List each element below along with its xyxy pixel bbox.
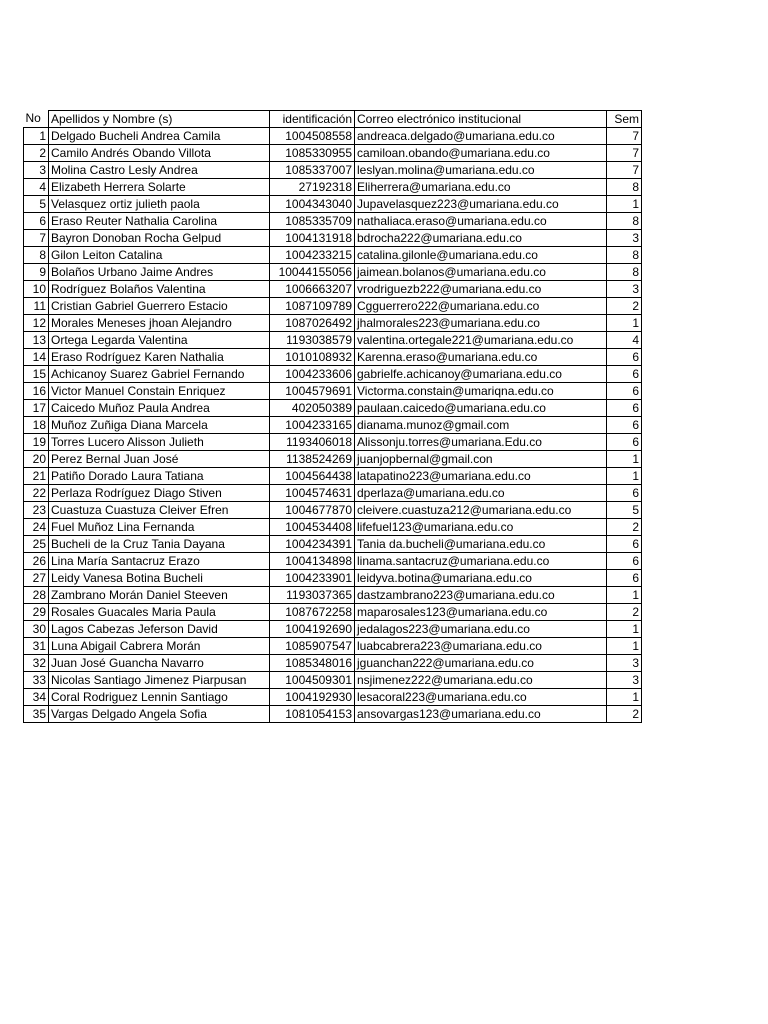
cell-email: Eliherrera@umariana.edu.co [355, 179, 607, 196]
cell-sem: 1 [607, 468, 642, 485]
student-list-sheet [23, 110, 642, 723]
cell-sem: 6 [607, 553, 642, 570]
cell-id: 1004233606 [270, 366, 355, 383]
cell-sem: 6 [607, 349, 642, 366]
cell-id: 1004234391 [270, 536, 355, 553]
cell-name: Muñoz Zuñiga Diana Marcela [49, 417, 270, 434]
cell-name: Eraso Rodríguez Karen Nathalia [49, 349, 270, 366]
cell-sem: 8 [607, 179, 642, 196]
cell-no: 10 [24, 281, 49, 298]
cell-email: bdrocha222@umariana.edu.co [355, 230, 607, 247]
cell-no: 4 [24, 179, 49, 196]
table-body [24, 128, 642, 723]
cell-name: Molina Castro Lesly Andrea [49, 162, 270, 179]
cell-sem: 1 [607, 689, 642, 706]
cell-id: 1004509301 [270, 672, 355, 689]
cell-no: 27 [24, 570, 49, 587]
cell-id: 1004134898 [270, 553, 355, 570]
table-row [24, 383, 642, 400]
cell-id: 1004233165 [270, 417, 355, 434]
cell-email: luabcabrera223@umariana.edu.co [355, 638, 607, 655]
cell-no: 11 [24, 298, 49, 315]
cell-sem: 1 [607, 315, 642, 332]
cell-email: gabrielfe.achicanoy@umariana.edu.co [355, 366, 607, 383]
cell-no: 34 [24, 689, 49, 706]
student-table [23, 110, 642, 723]
cell-email: jhalmorales223@umariana.edu.co [355, 315, 607, 332]
table-row [24, 451, 642, 468]
table-row [24, 349, 642, 366]
cell-email: juanjopbernal@gmail.con [355, 451, 607, 468]
cell-sem: 3 [607, 230, 642, 247]
cell-name: Cuastuza Cuastuza Cleiver Efren [49, 502, 270, 519]
cell-name: Lagos Cabezas Jeferson David [49, 621, 270, 638]
cell-name: Rosales Guacales Maria Paula [49, 604, 270, 621]
cell-no: 31 [24, 638, 49, 655]
cell-email: nathaliaca.eraso@umariana.edu.co [355, 213, 607, 230]
cell-email: dastzambrano223@umariana.edu.co [355, 587, 607, 604]
cell-name: Camilo Andrés Obando Villota [49, 145, 270, 162]
cell-email: cleivere.cuastuza212@umariana.edu.co [355, 502, 607, 519]
cell-no: 33 [24, 672, 49, 689]
cell-sem: 7 [607, 128, 642, 145]
cell-no: 9 [24, 264, 49, 281]
cell-name: Fuel Muñoz Lina Fernanda [49, 519, 270, 536]
header-name: Apellidos y Nombre (s) [49, 111, 270, 128]
cell-name: Velasquez ortiz julieth paola [49, 196, 270, 213]
cell-id: 1004564438 [270, 468, 355, 485]
cell-name: Perez Bernal Juan José [49, 451, 270, 468]
cell-name: Ortega Legarda Valentina [49, 332, 270, 349]
cell-name: Bolaños Urbano Jaime Andres [49, 264, 270, 281]
cell-name: Morales Meneses jhoan Alejandro [49, 315, 270, 332]
cell-no: 12 [24, 315, 49, 332]
cell-id: 1004131918 [270, 230, 355, 247]
cell-name: Bayron Donoban Rocha Gelpud [49, 230, 270, 247]
cell-name: Juan José Guancha Navarro [49, 655, 270, 672]
cell-email: ansovargas123@umariana.edu.co [355, 706, 607, 723]
cell-id: 1085348016 [270, 655, 355, 672]
header-email: Correo electrónico institucional [355, 111, 607, 128]
cell-no: 32 [24, 655, 49, 672]
cell-name: Delgado Bucheli Andrea Camila [49, 128, 270, 145]
cell-sem: 6 [607, 536, 642, 553]
cell-id: 1193406018 [270, 434, 355, 451]
cell-name: Caicedo Muñoz Paula Andrea [49, 400, 270, 417]
header-id: identificación [270, 111, 355, 128]
cell-no: 26 [24, 553, 49, 570]
cell-name: Elizabeth Herrera Solarte [49, 179, 270, 196]
cell-id: 1087109789 [270, 298, 355, 315]
table-row [24, 638, 642, 655]
cell-sem: 2 [607, 604, 642, 621]
cell-no: 21 [24, 468, 49, 485]
table-row [24, 485, 642, 502]
table-row [24, 468, 642, 485]
cell-no: 5 [24, 196, 49, 213]
table-row [24, 281, 642, 298]
cell-id: 1085907547 [270, 638, 355, 655]
cell-id: 1004508558 [270, 128, 355, 145]
cell-sem: 1 [607, 451, 642, 468]
cell-no: 15 [24, 366, 49, 383]
table-row [24, 434, 642, 451]
table-row [24, 400, 642, 417]
cell-id: 402050389 [270, 400, 355, 417]
cell-id: 1004192690 [270, 621, 355, 638]
cell-sem: 7 [607, 145, 642, 162]
cell-name: Patiño Dorado Laura Tatiana [49, 468, 270, 485]
cell-sem: 6 [607, 485, 642, 502]
cell-no: 3 [24, 162, 49, 179]
table-header-row [24, 111, 642, 128]
table-row [24, 417, 642, 434]
cell-id: 1004574631 [270, 485, 355, 502]
table-row [24, 230, 642, 247]
table-row [24, 298, 642, 315]
cell-no: 35 [24, 706, 49, 723]
table-row [24, 570, 642, 587]
cell-sem: 8 [607, 247, 642, 264]
table-row [24, 145, 642, 162]
cell-email: leslyan.molina@umariana.edu.co [355, 162, 607, 179]
cell-sem: 1 [607, 638, 642, 655]
cell-id: 1081054153 [270, 706, 355, 723]
cell-email: vrodriguezb222@umariana.edu.co [355, 281, 607, 298]
cell-no: 2 [24, 145, 49, 162]
cell-name: Perlaza Rodríguez Diago Stiven [49, 485, 270, 502]
cell-id: 1138524269 [270, 451, 355, 468]
cell-sem: 7 [607, 162, 642, 179]
cell-id: 1004233215 [270, 247, 355, 264]
cell-name: Zambrano Morán Daniel Steeven [49, 587, 270, 604]
cell-no: 23 [24, 502, 49, 519]
cell-email: jedalagos223@umariana.edu.co [355, 621, 607, 638]
table-row [24, 332, 642, 349]
cell-name: Bucheli de la Cruz Tania Dayana [49, 536, 270, 553]
cell-name: Luna Abigail Cabrera Morán [49, 638, 270, 655]
cell-email: dperlaza@umariana.edu.co [355, 485, 607, 502]
cell-email: leidyva.botina@umariana.edu.co [355, 570, 607, 587]
cell-sem: 5 [607, 502, 642, 519]
cell-id: 1004233901 [270, 570, 355, 587]
table-row [24, 366, 642, 383]
cell-sem: 1 [607, 196, 642, 213]
cell-email: Karenna.eraso@umariana.edu.co [355, 349, 607, 366]
cell-no: 13 [24, 332, 49, 349]
table-row [24, 655, 642, 672]
table-row [24, 672, 642, 689]
cell-email: Cgguerrero222@umariana.edu.co [355, 298, 607, 315]
cell-id: 1004192930 [270, 689, 355, 706]
cell-sem: 8 [607, 213, 642, 230]
header-no: No [24, 111, 49, 128]
cell-email: nsjimenez222@umariana.edu.co [355, 672, 607, 689]
table-row [24, 502, 642, 519]
table-row [24, 196, 642, 213]
cell-email: Tania da.bucheli@umariana.edu.co [355, 536, 607, 553]
cell-sem: 6 [607, 570, 642, 587]
cell-id: 1087672258 [270, 604, 355, 621]
cell-no: 20 [24, 451, 49, 468]
cell-name: Nicolas Santiago Jimenez Piarpusan [49, 672, 270, 689]
cell-id: 1085337007 [270, 162, 355, 179]
cell-no: 17 [24, 400, 49, 417]
header-sem: Sem [607, 111, 642, 128]
table-row [24, 587, 642, 604]
cell-name: Gilon Leiton Catalina [49, 247, 270, 264]
cell-id: 1010108932 [270, 349, 355, 366]
cell-sem: 6 [607, 417, 642, 434]
cell-id: 1193038579 [270, 332, 355, 349]
cell-id: 1006663207 [270, 281, 355, 298]
cell-no: 19 [24, 434, 49, 451]
table-row [24, 689, 642, 706]
cell-email: Jupavelasquez223@umariana.edu.co [355, 196, 607, 213]
table-row [24, 519, 642, 536]
cell-no: 30 [24, 621, 49, 638]
table-row [24, 162, 642, 179]
cell-email: paulaan.caicedo@umariana.edu.co [355, 400, 607, 417]
cell-no: 1 [24, 128, 49, 145]
cell-no: 8 [24, 247, 49, 264]
table-row [24, 213, 642, 230]
cell-no: 7 [24, 230, 49, 247]
cell-name: Leidy Vanesa Botina Bucheli [49, 570, 270, 587]
cell-email: camiloan.obando@umariana.edu.co [355, 145, 607, 162]
cell-no: 14 [24, 349, 49, 366]
cell-email: valentina.ortegale221@umariana.edu.co [355, 332, 607, 349]
cell-email: jguanchan222@umariana.edu.co [355, 655, 607, 672]
cell-email: catalina.gilonle@umariana.edu.co [355, 247, 607, 264]
cell-sem: 4 [607, 332, 642, 349]
cell-id: 1085335709 [270, 213, 355, 230]
cell-sem: 8 [607, 264, 642, 281]
cell-sem: 6 [607, 400, 642, 417]
cell-email: lesacoral223@umariana.edu.co [355, 689, 607, 706]
cell-sem: 6 [607, 434, 642, 451]
cell-name: Rodríguez Bolaños Valentina [49, 281, 270, 298]
cell-id: 1193037365 [270, 587, 355, 604]
cell-id: 27192318 [270, 179, 355, 196]
table-row [24, 247, 642, 264]
cell-sem: 3 [607, 281, 642, 298]
cell-sem: 1 [607, 587, 642, 604]
cell-email: dianama.munoz@gmail.com [355, 417, 607, 434]
table-row [24, 536, 642, 553]
cell-email: lifefuel123@umariana.edu.co [355, 519, 607, 536]
cell-no: 25 [24, 536, 49, 553]
cell-no: 28 [24, 587, 49, 604]
cell-email: linama.santacruz@umariana.edu.co [355, 553, 607, 570]
cell-name: Achicanoy Suarez Gabriel Fernando [49, 366, 270, 383]
table-row [24, 706, 642, 723]
cell-name: Lina María Santacruz Erazo [49, 553, 270, 570]
cell-id: 1004343040 [270, 196, 355, 213]
cell-name: Cristian Gabriel Guerrero Estacio [49, 298, 270, 315]
cell-sem: 3 [607, 655, 642, 672]
cell-sem: 6 [607, 366, 642, 383]
cell-email: jaimean.bolanos@umariana.edu.co [355, 264, 607, 281]
cell-email: Alissonju.torres@umariana.Edu.co [355, 434, 607, 451]
table-row [24, 315, 642, 332]
cell-email: Victorma.constain@umariqna.edu.co [355, 383, 607, 400]
cell-no: 22 [24, 485, 49, 502]
cell-email: andreaca.delgado@umariana.edu.co [355, 128, 607, 145]
cell-no: 16 [24, 383, 49, 400]
table-row [24, 553, 642, 570]
cell-id: 1004677870 [270, 502, 355, 519]
cell-sem: 2 [607, 519, 642, 536]
cell-name: Torres Lucero Alisson Julieth [49, 434, 270, 451]
cell-sem: 2 [607, 298, 642, 315]
cell-no: 29 [24, 604, 49, 621]
cell-id: 10044155056 [270, 264, 355, 281]
cell-id: 1004534408 [270, 519, 355, 536]
table-row [24, 128, 642, 145]
cell-name: Vargas Delgado Angela Sofia [49, 706, 270, 723]
cell-no: 18 [24, 417, 49, 434]
cell-sem: 3 [607, 672, 642, 689]
cell-sem: 6 [607, 383, 642, 400]
cell-email: maparosales123@umariana.edu.co [355, 604, 607, 621]
table-row [24, 621, 642, 638]
cell-id: 1004579691 [270, 383, 355, 400]
cell-no: 6 [24, 213, 49, 230]
cell-id: 1087026492 [270, 315, 355, 332]
cell-id: 1085330955 [270, 145, 355, 162]
cell-sem: 2 [607, 706, 642, 723]
cell-no: 24 [24, 519, 49, 536]
cell-name: Victor Manuel Constain Enriquez [49, 383, 270, 400]
cell-name: Eraso Reuter Nathalia Carolina [49, 213, 270, 230]
table-row [24, 604, 642, 621]
table-row [24, 264, 642, 281]
cell-name: Coral Rodriguez Lennin Santiago [49, 689, 270, 706]
table-row [24, 179, 642, 196]
cell-sem: 1 [607, 621, 642, 638]
cell-email: latapatino223@umariana.edu.co [355, 468, 607, 485]
